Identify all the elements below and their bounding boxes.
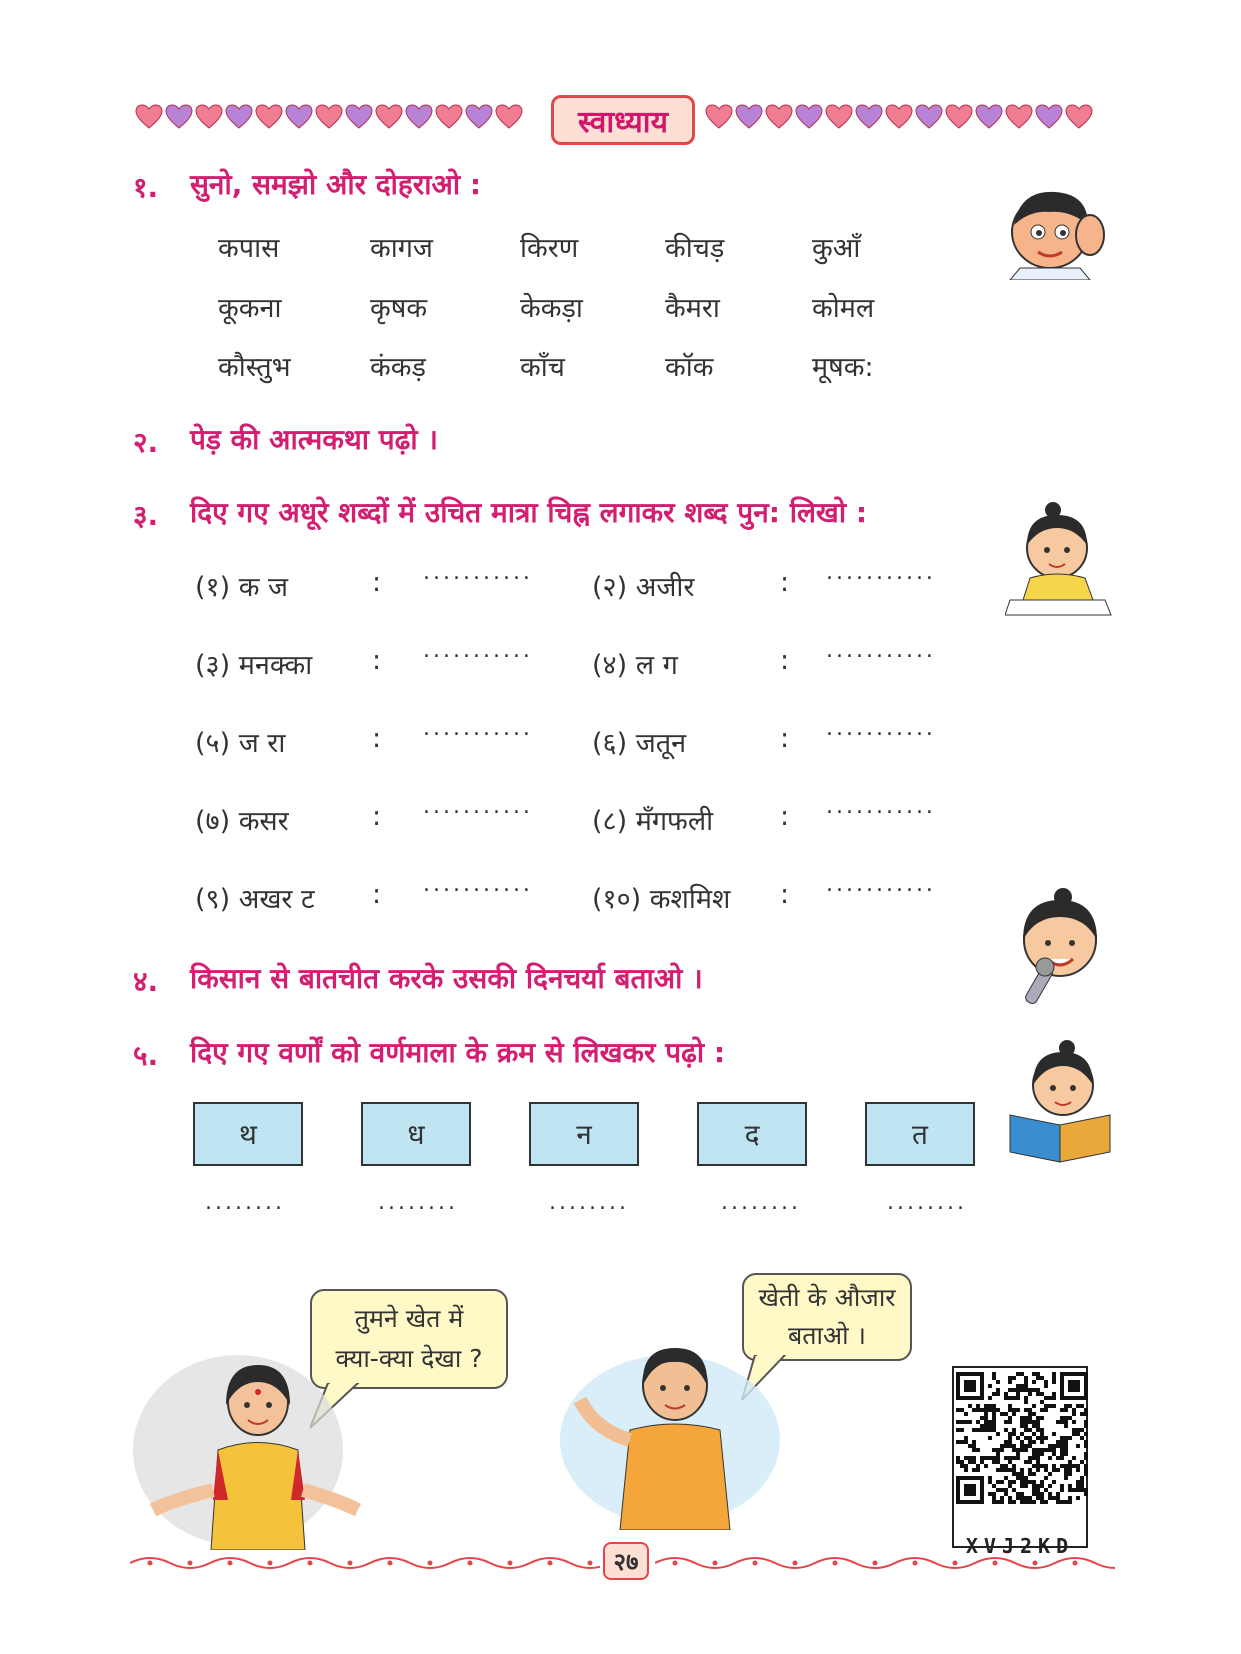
exercise-item: (९) अखर ट [195, 884, 315, 915]
answer-blank[interactable]: ........... [423, 560, 533, 585]
heart-icon [975, 104, 1003, 130]
heart-icon [435, 104, 463, 130]
letter-box: न [529, 1102, 639, 1166]
writing-girl-illustration [1005, 500, 1115, 620]
exercise-item: (३) मनक्का [195, 650, 313, 681]
heart-icon [1065, 104, 1093, 130]
q4-number: ४. [133, 965, 159, 998]
footer-vine-left [130, 1548, 600, 1578]
heart-icon [195, 104, 223, 130]
word: काँच [520, 352, 565, 383]
colon: : [780, 567, 790, 598]
heart-icon [465, 104, 493, 130]
colon: : [780, 879, 790, 910]
heart-icon [375, 104, 403, 130]
word: कोमल [812, 293, 875, 324]
answer-blank[interactable]: ........... [423, 716, 533, 741]
letter-box: द [697, 1102, 807, 1166]
girl-with-microphone-illustration [1005, 885, 1115, 1015]
word: केकड़ा [520, 293, 583, 324]
bubble-line: तुमने खेत में [354, 1304, 464, 1333]
answer-blank[interactable]: ........... [423, 638, 533, 663]
colon: : [780, 723, 790, 754]
letter-answer-blank[interactable]: ........ [887, 1190, 967, 1215]
qr-pattern-icon [956, 1372, 1088, 1504]
heart-icon [1035, 104, 1063, 130]
q5-number: ५. [133, 1039, 159, 1072]
answer-blank[interactable]: ........... [826, 638, 936, 663]
listening-boy-illustration [1000, 180, 1110, 280]
word: कंकड़ [370, 352, 426, 383]
exercise-item: (८) मँगफली [592, 806, 714, 837]
bubble-line: क्या-क्या देखा ? [335, 1344, 483, 1373]
heart-icon [915, 104, 943, 130]
q1-number: १. [133, 171, 159, 204]
answer-blank[interactable]: ........... [826, 794, 936, 819]
colon: : [372, 567, 382, 598]
q2-instruction: पेड़ की आत्मकथा पढ़ो । [190, 423, 439, 456]
heart-icon [705, 104, 733, 130]
answer-blank[interactable]: ........... [826, 716, 936, 741]
letter-answer-blank[interactable]: ........ [378, 1190, 458, 1215]
page-number: २७ [603, 1542, 649, 1580]
q3-number: ३. [133, 499, 159, 532]
q1-instruction: सुनो, समझो और दोहराओ : [190, 168, 482, 201]
heart-icon [795, 104, 823, 130]
colon: : [780, 645, 790, 676]
exercise-item: (१) क ज [195, 572, 289, 603]
exercise-item: (६) जतून [592, 728, 687, 759]
heart-icon [315, 104, 343, 130]
word: कौस्तुभ [218, 352, 291, 383]
colon: : [372, 879, 382, 910]
exercise-item: (१०) कशमिश [592, 884, 731, 915]
heart-icon [495, 104, 523, 130]
heart-icon [285, 104, 313, 130]
colon: : [372, 723, 382, 754]
colon: : [372, 645, 382, 676]
exercise-item: (५) ज रा [195, 728, 286, 759]
letter-answer-blank[interactable]: ........ [721, 1190, 801, 1215]
q4-instruction: किसान से बातचीत करके उसकी दिनचर्या बताओ । [190, 962, 703, 995]
boy-illustration [555, 1330, 785, 1530]
letter-box: थ [193, 1102, 303, 1166]
heart-icon [1005, 104, 1033, 130]
qr-code-text: XVJ2KD [965, 1534, 1075, 1558]
heart-icon [135, 104, 163, 130]
word: कैमरा [665, 293, 720, 324]
footer-vine-right [655, 1548, 1115, 1578]
heart-icon [405, 104, 433, 130]
exercise-item: (२) अजीर [592, 572, 695, 603]
word: कुआँ [812, 233, 861, 264]
heart-icon [255, 104, 283, 130]
heart-icon [855, 104, 883, 130]
bubble-line: खेती के औजार [758, 1283, 896, 1312]
word: कूकना [218, 293, 282, 324]
heart-icon [885, 104, 913, 130]
girl-illustration [133, 1350, 373, 1550]
bubble-line: बताओ । [788, 1321, 866, 1350]
heart-border-right [705, 95, 1093, 139]
qr-code[interactable] [952, 1366, 1088, 1548]
letter-box: ध [361, 1102, 471, 1166]
heart-border-left [135, 95, 523, 139]
letter-box: त [865, 1102, 975, 1166]
word: किरण [520, 233, 579, 264]
q3-instruction: दिए गए अधूरे शब्दों में उचित मात्रा चिह्न लगाकर शब्द पुन: लिखो : [190, 496, 868, 529]
colon: : [372, 801, 382, 832]
answer-blank[interactable]: ........... [826, 560, 936, 585]
letter-answer-blank[interactable]: ........ [549, 1190, 629, 1215]
word: कॉक [665, 352, 714, 383]
word: कपास [218, 233, 280, 264]
exercise-item: (४) ल ग [592, 650, 678, 681]
answer-blank[interactable]: ........... [826, 872, 936, 897]
word: कागज [370, 233, 433, 264]
q5-instruction: दिए गए वर्णों को वर्णमाला के क्रम से लिखकर पढ़ो : [190, 1036, 726, 1069]
letter-answer-blank[interactable]: ........ [205, 1190, 285, 1215]
heart-icon [945, 104, 973, 130]
answer-blank[interactable]: ........... [423, 872, 533, 897]
exercise-item: (७) कसर [195, 806, 289, 837]
answer-blank[interactable]: ........... [423, 794, 533, 819]
section-title: स्वाध्याय [551, 95, 695, 145]
word: मूषक: [812, 352, 874, 383]
heart-icon [735, 104, 763, 130]
word: कृषक [370, 293, 428, 324]
heart-icon [345, 104, 373, 130]
q2-number: २. [133, 426, 159, 459]
reading-girl-illustration [1005, 1040, 1115, 1165]
word: कीचड़ [665, 233, 725, 264]
colon: : [780, 801, 790, 832]
heart-icon [765, 104, 793, 130]
heart-icon [225, 104, 253, 130]
heart-icon [165, 104, 193, 130]
heart-icon [825, 104, 853, 130]
